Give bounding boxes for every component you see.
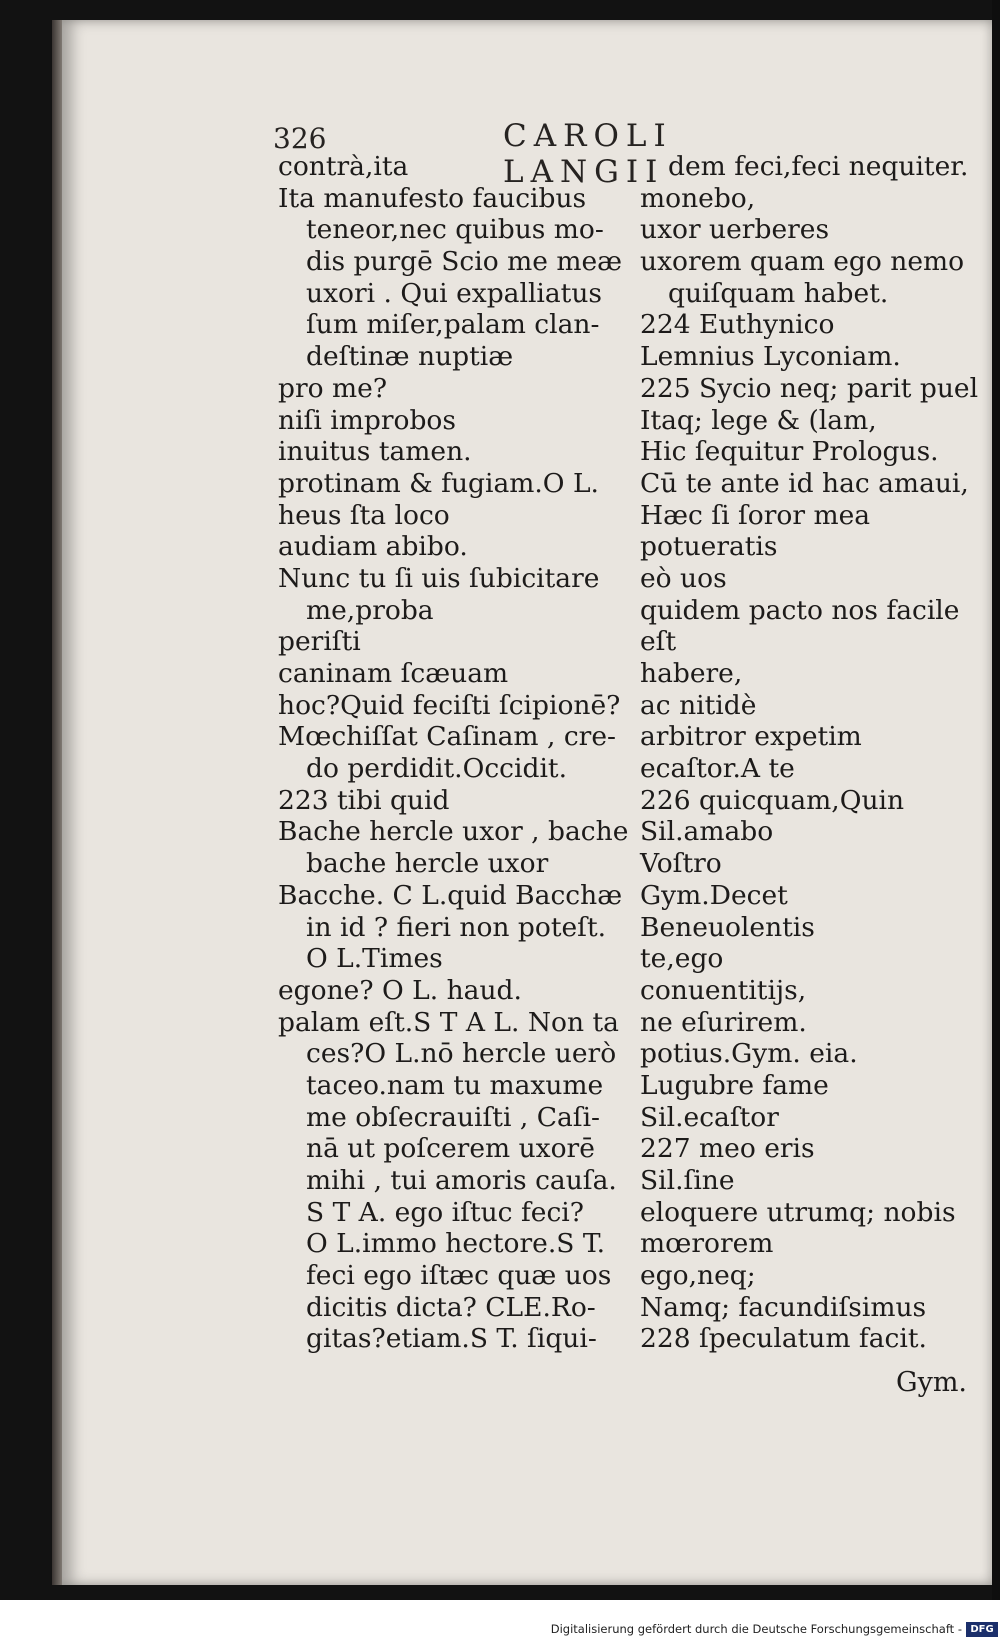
text-line: uxori . Qui expalliatus bbox=[306, 277, 603, 309]
text-line: potueratis bbox=[640, 531, 778, 563]
text-line: contrà,ita bbox=[278, 151, 409, 182]
text-line: teneor,nec quibus mo- bbox=[306, 214, 604, 246]
text-line: te,ego bbox=[640, 943, 724, 975]
text-line: ne eſurirem. bbox=[640, 1006, 807, 1038]
text-line: Bacche. C L.quid Bacchæ bbox=[278, 879, 623, 911]
text-line: Nunc tu ſi uis ſubicitare bbox=[278, 562, 600, 594]
dfg-logo: DFG bbox=[966, 1622, 998, 1637]
footer bbox=[0, 1620, 1000, 1639]
text-line: 223 tibi quid bbox=[278, 784, 450, 816]
running-title: CAROLI LANGII bbox=[503, 118, 673, 190]
text-line: Lugubre fame bbox=[640, 1069, 829, 1101]
text-line: eò uos bbox=[640, 562, 727, 594]
scan-right-border bbox=[992, 0, 1000, 1600]
text-line: niſi improbos bbox=[278, 404, 456, 436]
text-line: in id ? fieri non poteſt. bbox=[306, 911, 607, 943]
text-line: uxorem quam ego nemo bbox=[640, 246, 965, 278]
text-line: periſti bbox=[278, 626, 361, 658]
text-line: Sil.ecaſtor bbox=[640, 1101, 779, 1133]
text-line: monebo, bbox=[640, 182, 756, 214]
text-line: protinam & fugiam.O L. bbox=[278, 467, 599, 499]
text-line: 228 ſpeculatum facit. bbox=[640, 1323, 927, 1355]
text-line: heus ſta loco bbox=[278, 499, 450, 531]
text-line: Ita manufesto faucibus bbox=[278, 182, 587, 214]
text-line: Sil.ſine bbox=[640, 1165, 735, 1196]
text-line: ego,neq; bbox=[640, 1260, 756, 1292]
text-line: potius.Gym. eia. bbox=[640, 1038, 858, 1070]
text-line: pro me? bbox=[278, 372, 388, 404]
text-line: eſt bbox=[640, 626, 677, 658]
text-line: uxor uerberes bbox=[640, 214, 830, 246]
text-line: audiam abibo. bbox=[278, 531, 468, 563]
text-line: Hic ſequitur Prologus. bbox=[640, 436, 939, 468]
text-line: Beneuolentis bbox=[640, 911, 815, 943]
text-line: me obſecrauiſti , Caſi- bbox=[306, 1101, 601, 1133]
text-line: Sil.amabo bbox=[640, 816, 774, 848]
text-line: caninam ſcæuam bbox=[278, 658, 509, 689]
text-line: ecaſtor.A te bbox=[640, 753, 795, 785]
text-line: Gym.Decet bbox=[640, 879, 788, 911]
text-line: ſum miſer,palam clan- bbox=[306, 309, 600, 341]
text-line: ces?O L.nō hercle uerò bbox=[306, 1038, 617, 1070]
text-line: 227 meo eris bbox=[640, 1133, 815, 1165]
text-line: O L.Times bbox=[306, 943, 443, 975]
right-column bbox=[640, 151, 978, 1355]
text-line: arbitror expetim bbox=[640, 721, 862, 753]
text-line: mihi , tui amoris cauſa. bbox=[306, 1165, 617, 1196]
text-line: gitas?etiam.S T. ſiqui- bbox=[306, 1323, 597, 1355]
text-line: Namq; facundiſsimus bbox=[640, 1291, 927, 1323]
text-line: eloquere utrumq; nobis bbox=[640, 1196, 956, 1228]
text-line: dicitis dicta? CLE.Ro- bbox=[306, 1291, 596, 1323]
text-line: Cū te ante id hac amaui, bbox=[640, 467, 969, 499]
text-line: habere, bbox=[640, 658, 743, 689]
text-line: egone? O L. haud. bbox=[278, 974, 522, 1006]
text-line: 224 Euthynico bbox=[640, 309, 835, 341]
text-line: me,proba bbox=[306, 594, 434, 626]
text-line: deſtinæ nuptiæ bbox=[306, 341, 514, 373]
text-line: hoc?Quid feciſti ſcipionē? bbox=[278, 689, 621, 721]
page-number: 326 bbox=[273, 122, 327, 155]
text-line: 225 Sycio neq; parit puel bbox=[640, 372, 979, 404]
text-line: Itaq; lege & (lam, bbox=[640, 404, 877, 436]
text-line: 226 quicquam,Quin bbox=[640, 784, 905, 816]
text-line: Lemnius Lyconiam. bbox=[640, 341, 901, 373]
footer-credit: Digitalisierung gefördert durch die Deutsche Forschungsgemeinschaft - bbox=[550, 1622, 962, 1636]
text-line: quiſquam habet. bbox=[668, 277, 889, 309]
text-line: Voſtro bbox=[640, 848, 722, 880]
left-column bbox=[278, 151, 628, 1355]
text-line: Mœchiſſat Caſinam , cre- bbox=[278, 721, 616, 753]
text-line: bache hercle uxor bbox=[306, 848, 549, 880]
text-line: do perdidit.Occidit. bbox=[306, 753, 568, 785]
text-line: ac nitidè bbox=[640, 689, 757, 721]
text-line: dis purgē Scio me meæ bbox=[306, 246, 623, 278]
text-line: quidem pacto nos facile bbox=[640, 594, 960, 626]
text-line: Hæc ſi ſoror mea bbox=[640, 499, 871, 531]
text-line: O L.immo hectore.S T. bbox=[306, 1228, 606, 1260]
text-line: taceo.nam tu maxume bbox=[306, 1069, 604, 1101]
text-line: feci ego iſtæc quæ uos bbox=[306, 1260, 612, 1292]
catchword: Gym. bbox=[896, 1367, 968, 1398]
text-line: inuitus tamen. bbox=[278, 436, 472, 468]
text-line: dem feci,feci nequiter. bbox=[668, 151, 969, 182]
text-line: nā ut poſcerem uxorē bbox=[306, 1133, 595, 1165]
text-line: Bache hercle uxor , bache bbox=[278, 816, 629, 848]
text-line: palam eſt.S T A L. Non ta bbox=[278, 1006, 619, 1038]
text-line: conuentitijs, bbox=[640, 974, 807, 1006]
text-line: S T A. ego iſtuc feci? bbox=[306, 1196, 584, 1228]
text-line: mœrorem bbox=[640, 1228, 774, 1260]
